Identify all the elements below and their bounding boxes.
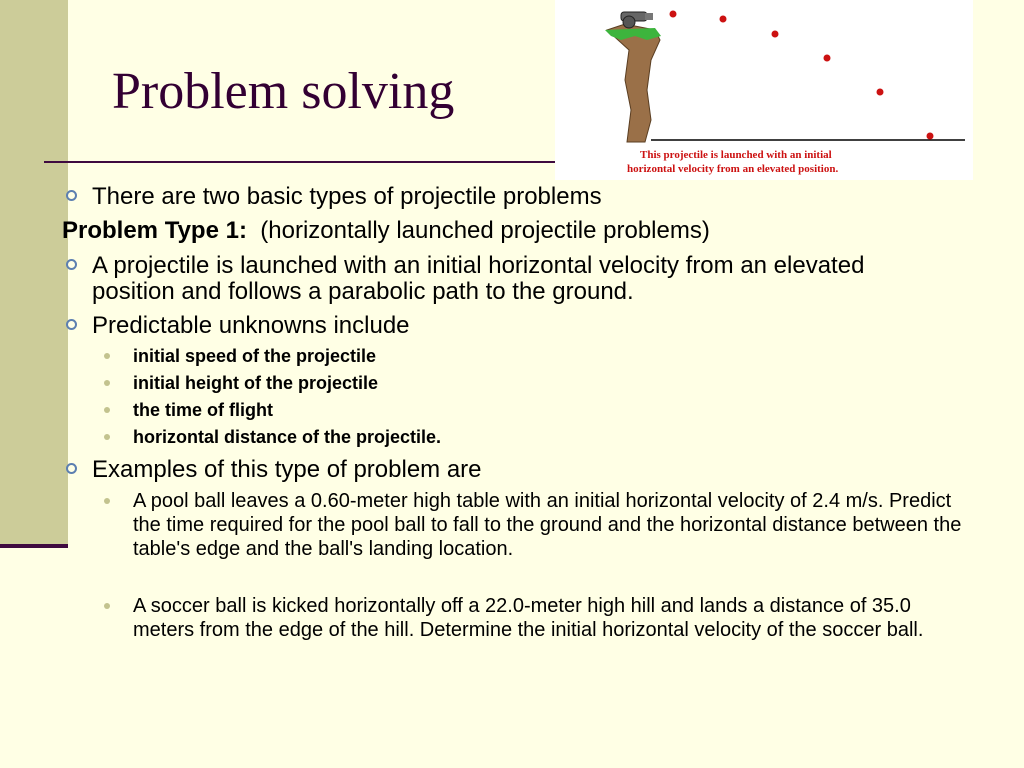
bullet-text: Predictable unknowns include [92,312,410,339]
ring-bullet-icon [66,319,77,330]
bullet-text: A projectile is launched with an initial horizontal velocity from an elevated position and follows a parabolic path to the ground. [92,252,865,305]
ring-bullet-icon [66,190,77,201]
dot-bullet-icon [104,380,110,386]
bullet-text: Examples of this type of problem are [92,456,482,483]
bullet-text: There are two basic types of projectile problems [92,183,602,210]
sub-bullet-text: horizontal distance of the projectile. [133,427,442,447]
sub-bullet-text: the time of flight [133,400,273,420]
ring-bullet-icon [66,463,77,474]
dot-bullet-icon [104,603,110,609]
sub-bullet-text: A soccer ball is kicked horizontally off a 22.0-meter high hill and lands a distance of 35.0 meters from the edge of the hill. Determine the initial horizontal velocity of the soccer ball. [133,595,924,641]
sub-bullet-text: initial height of the projectile [133,373,379,393]
sub-bullet-text: A pool ball leaves a 0.60-meter high table with an initial horizontal velocity of 2.4 m/s. Predict the time required for the pool ball to fall to the ground and the horizontal distance between the table's edge and the ball's landing location. [133,490,962,560]
caption-line-2: horizontal velocity from an elevated position. [627,163,839,175]
dot-bullet-icon [104,353,110,359]
problem-type-desc: (horizontally launched projectile problems) [260,217,710,244]
sub-bullet-text: initial speed of the projectile [133,346,377,366]
caption-line-1: This projectile is launched with an initial [640,149,832,161]
ring-bullet-icon [66,259,77,270]
dot-bullet-icon [104,498,110,504]
slide-title: Problem solving [112,63,455,120]
dot-bullet-icon [104,434,110,440]
dot-bullet-icon [104,407,110,413]
problem-type-label: Problem Type 1: [62,217,247,244]
